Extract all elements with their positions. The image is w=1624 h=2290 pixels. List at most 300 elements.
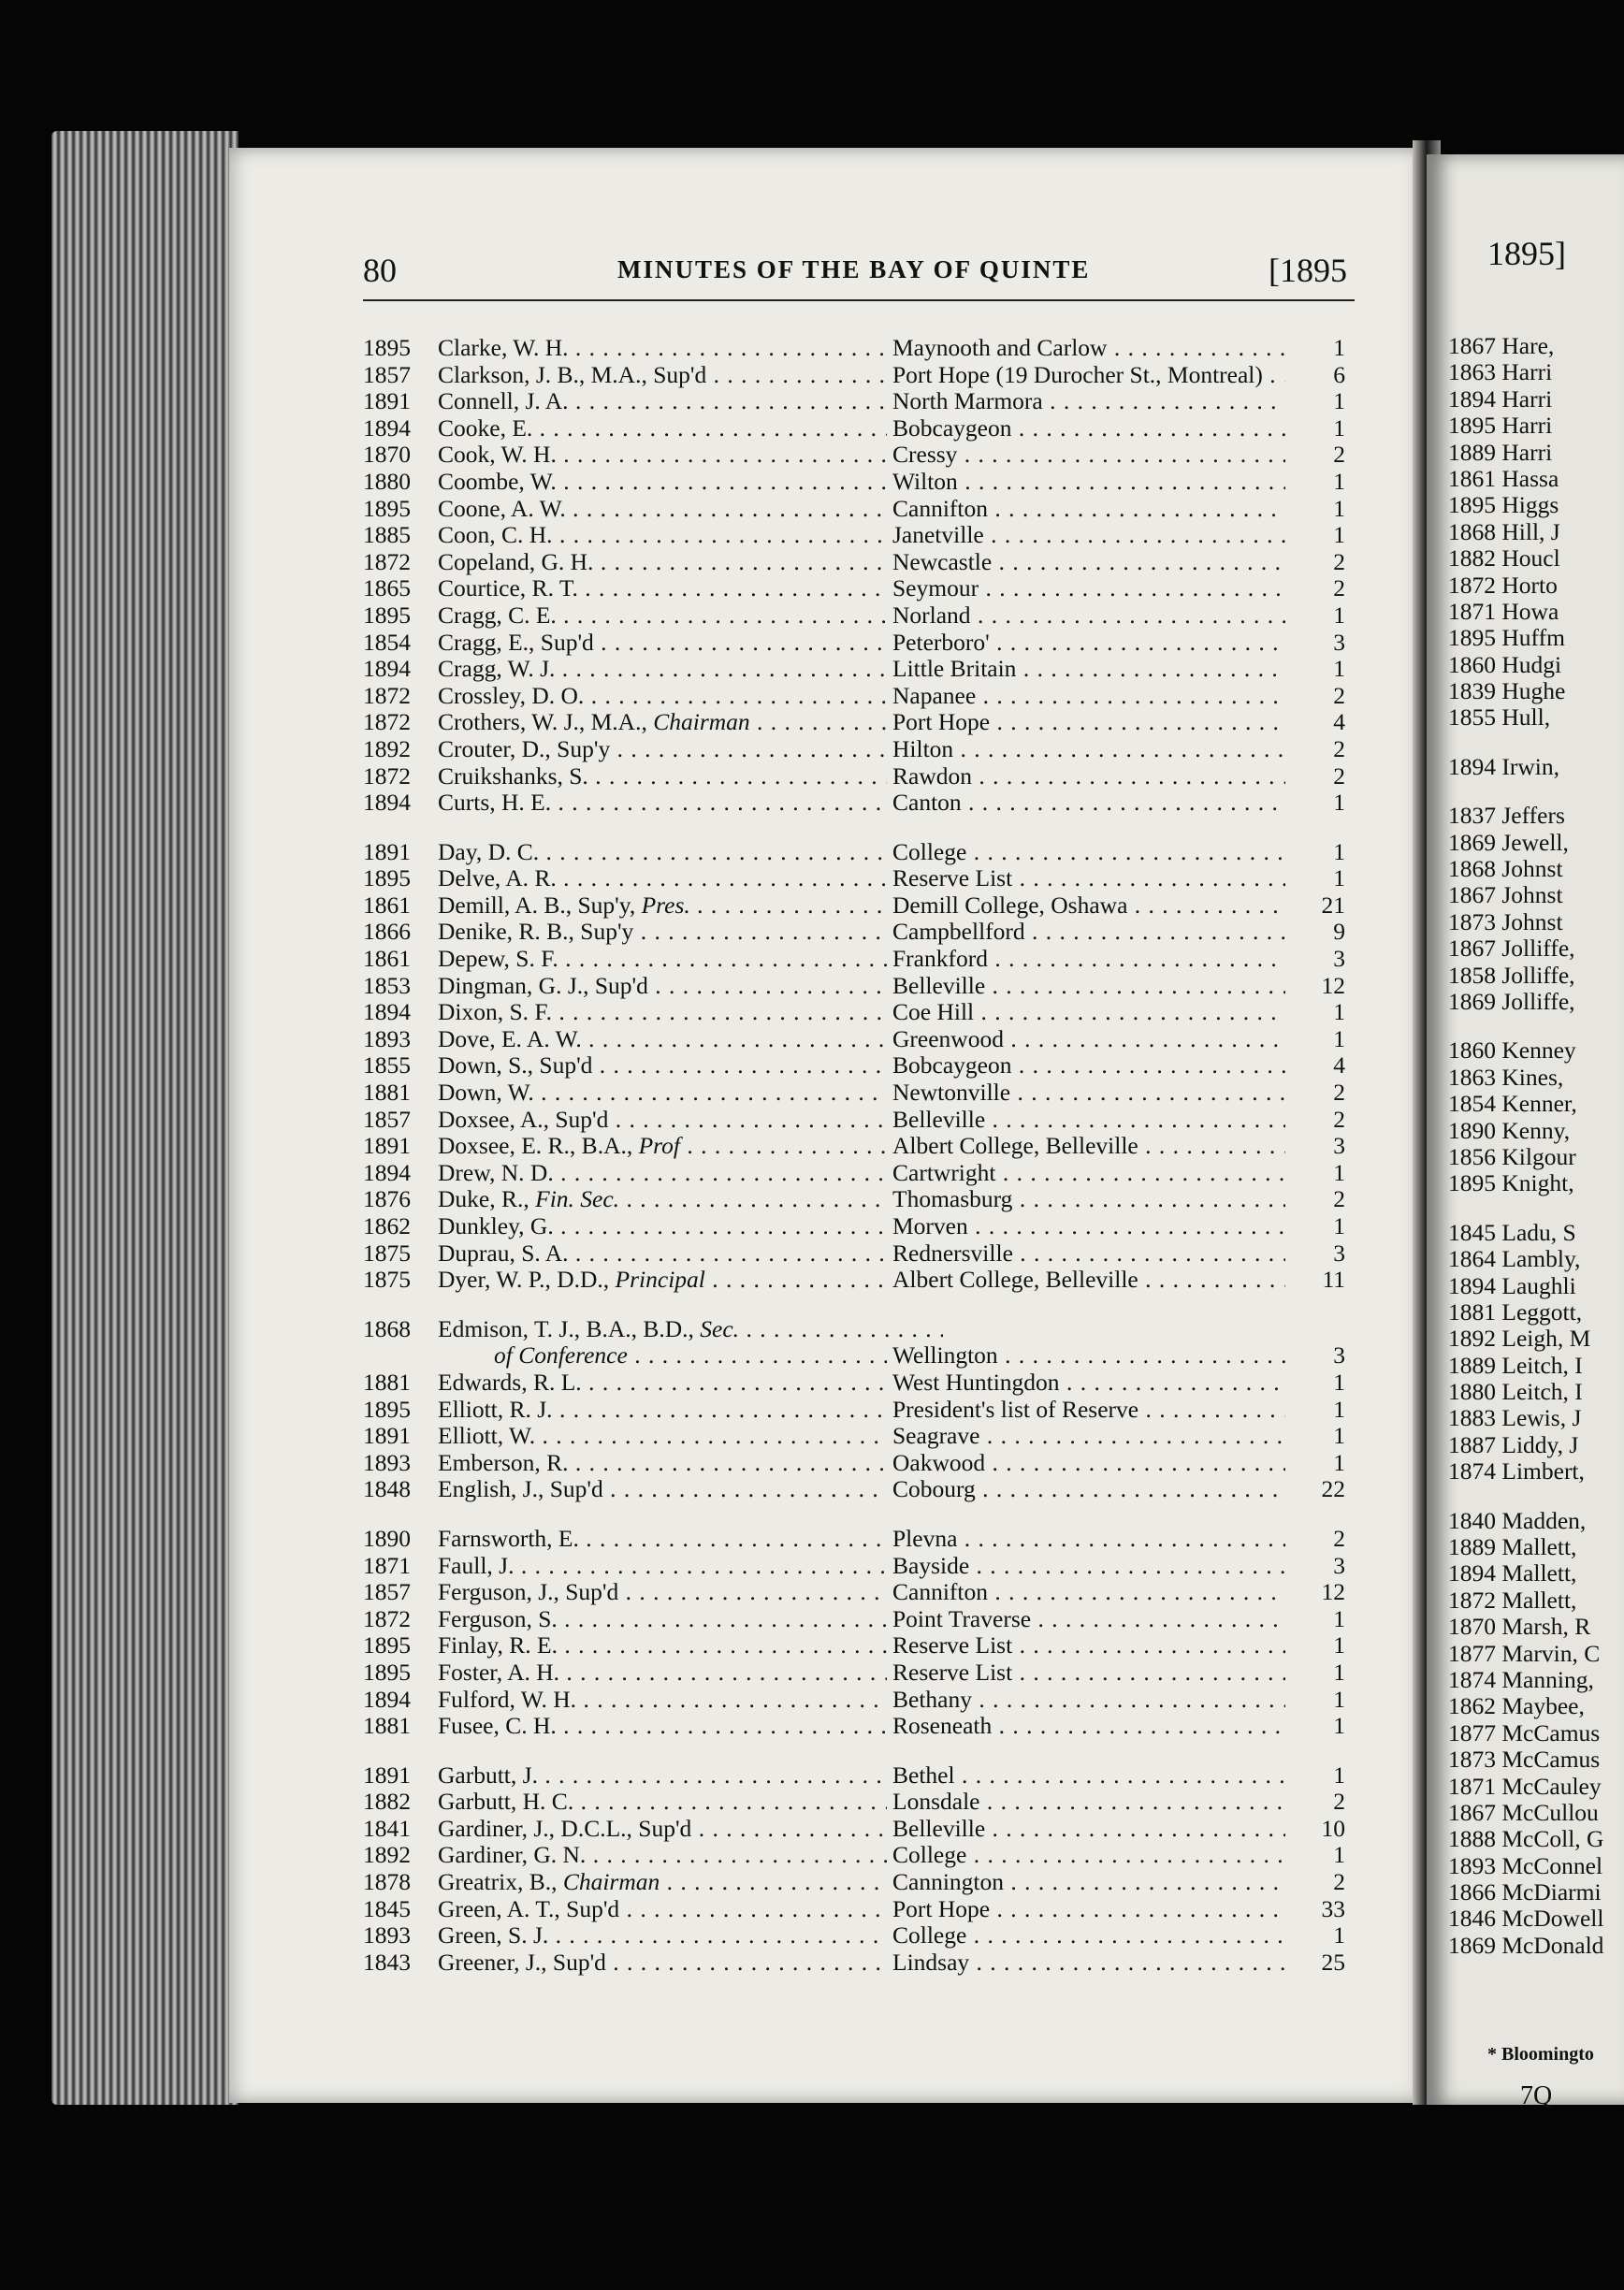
entry-station-text: Greenwood — [892, 1025, 1004, 1052]
entry-name-text: Doxsee, E. R., B.A., — [438, 1133, 633, 1160]
entry-years-count: 3 — [1289, 630, 1345, 657]
entry-year: 1892 — [363, 734, 411, 762]
entry-station — [887, 335, 1285, 362]
entry-year: 1841 — [363, 1814, 411, 1842]
entry-station — [887, 1869, 1285, 1896]
list-item — [363, 1476, 1364, 1503]
entry-station — [887, 1397, 1285, 1424]
entry-years-count: 4 — [1289, 1052, 1345, 1080]
entry-station — [887, 1267, 1285, 1294]
entry-station — [887, 469, 1285, 496]
header-rule — [363, 299, 1355, 301]
entry-years-count: 33 — [1289, 1896, 1345, 1923]
list-item — [363, 1423, 1364, 1450]
list-item — [363, 1632, 1364, 1660]
entry-year: 1857 — [363, 1578, 411, 1606]
right-list-item: 1883 Lewis, J — [1448, 1404, 1582, 1432]
right-page-year: 1895] — [1487, 235, 1566, 272]
list-item — [363, 656, 1364, 683]
right-list-item: 1895 Harri — [1448, 412, 1553, 440]
entry-year: 1895 — [363, 494, 411, 522]
entry-station — [887, 1133, 1285, 1160]
right-list-item: 1869 McDonald — [1448, 1931, 1604, 1959]
right-list-item: 1856 Kilgour — [1448, 1142, 1576, 1170]
entry-year: 1861 — [363, 891, 411, 919]
entry-station-text: Reserve List — [892, 1632, 1013, 1660]
entry-year: 1881 — [363, 1368, 411, 1396]
entry-name-text: Depew, S. F. — [438, 946, 558, 973]
right-list-item: 1894 Harri — [1448, 384, 1553, 413]
list-item — [363, 1370, 1364, 1397]
list-item — [363, 1450, 1364, 1477]
entry-station-text: Albert College, Belleville — [892, 1133, 1138, 1160]
entry-year: 1875 — [363, 1239, 411, 1267]
entry-station — [887, 709, 1285, 736]
entry-name-text: Clarke, W. H. — [438, 335, 569, 361]
right-list-item: 1867 McCullou — [1448, 1798, 1599, 1826]
entry-name-text: Greener, J., Sup'd — [438, 1949, 606, 1976]
entry-station-text: Seymour — [892, 575, 979, 602]
entry-years-count: 1 — [1289, 1450, 1345, 1477]
entry-year: 1885 — [363, 521, 411, 549]
right-footnote: * Bloomingto — [1487, 2044, 1594, 2065]
entry-station-text: Cobourg — [892, 1476, 976, 1503]
entry-years-count: 10 — [1289, 1816, 1345, 1843]
right-list-item: 1894 Mallett, — [1448, 1559, 1577, 1587]
entry-year: 1872 — [363, 708, 411, 736]
right-list-item: 1895 Higgs — [1448, 491, 1559, 519]
entry-year: 1891 — [363, 387, 411, 415]
list-item — [363, 1213, 1364, 1240]
entry-years-count: 1 — [1289, 1160, 1345, 1187]
right-list-item: 1894 Irwin, — [1448, 752, 1559, 780]
minister-list — [363, 335, 1364, 1976]
entry-name-text: Faull, J. — [438, 1552, 515, 1579]
entry-station — [887, 1160, 1285, 1187]
entry-station — [887, 1842, 1285, 1869]
right-list-item: 1889 Harri — [1448, 438, 1553, 466]
right-list-item: 1863 Kines, — [1448, 1063, 1564, 1091]
entry-year: 1880 — [363, 467, 411, 495]
list-item — [363, 865, 1364, 892]
entry-station-text: Wilton — [892, 468, 958, 495]
right-list-item: 1887 Liddy, J — [1448, 1430, 1579, 1458]
page-number: 80 — [363, 252, 397, 289]
entry-station-text: College — [892, 838, 967, 865]
right-list-item: 1882 Houcl — [1448, 544, 1560, 572]
list-item — [363, 1660, 1364, 1687]
entry-station — [887, 865, 1285, 892]
entry-station-text: Lonsdale — [892, 1789, 980, 1816]
entry-station — [887, 1080, 1285, 1107]
entry-name-text: Greatrix, B., — [438, 1869, 558, 1896]
entry-station-text: Hilton — [892, 735, 954, 762]
entry-years-count: 2 — [1289, 1789, 1345, 1816]
entry-station — [887, 1632, 1285, 1660]
list-item — [363, 1026, 1364, 1053]
right-list-item: 1861 Hassa — [1448, 464, 1559, 492]
entry-years-count: 1 — [1289, 999, 1345, 1026]
entry-year: 1895 — [363, 1395, 411, 1423]
right-list-item: 1862 Maybee, — [1448, 1692, 1585, 1720]
list-item — [363, 1949, 1364, 1977]
entry-year: 1895 — [363, 864, 411, 892]
entry-years-count: 1 — [1289, 1762, 1345, 1790]
entry-years-count: 12 — [1289, 1579, 1345, 1606]
list-item — [363, 1397, 1364, 1424]
right-list-item: 1889 Leitch, I — [1448, 1351, 1583, 1379]
right-list-item: 1892 Leigh, M — [1448, 1325, 1591, 1353]
entry-name-text: Demill, A. B., Sup'y, — [438, 891, 636, 919]
right-list-item: 1858 Jolliffe, — [1448, 961, 1575, 989]
entry-station-text: Cannington — [892, 1869, 1004, 1896]
right-list-item: 1866 McDiarmi — [1448, 1878, 1602, 1906]
entry-name-text: Elliott, R. J. — [438, 1396, 553, 1423]
entry-station — [887, 919, 1285, 946]
entry-name-text: Dunkley, G. — [438, 1213, 554, 1239]
entry-name-text: Green, S. J. — [438, 1922, 549, 1949]
entry-years-count: 3 — [1289, 946, 1345, 973]
entry-year: 1854 — [363, 628, 411, 656]
entry-station — [887, 999, 1285, 1026]
right-list-item: 1871 Howa — [1448, 597, 1559, 625]
entry-station — [887, 362, 1285, 389]
entry-year: 1862 — [363, 1212, 411, 1239]
entry-years-count: 21 — [1289, 892, 1345, 920]
group-spacer — [1448, 1486, 1603, 1508]
entry-year: 1881 — [363, 1079, 411, 1107]
entry-station-text: Bobcaygeon — [892, 414, 1012, 442]
list-item — [363, 1526, 1364, 1553]
entry-year: 1848 — [363, 1475, 411, 1503]
right-list-item: 1863 Harri — [1448, 358, 1553, 386]
entry-name-text: Dove, E. A. W. — [438, 1025, 582, 1052]
entry-station-text: Bethel — [892, 1761, 955, 1789]
list-item — [363, 1713, 1364, 1740]
list-item — [363, 1240, 1364, 1268]
list-item — [363, 362, 1364, 389]
entry-years-count: 1 — [1289, 1660, 1345, 1687]
entry-station — [887, 946, 1285, 973]
entry-station — [887, 683, 1285, 710]
list-item — [363, 683, 1364, 710]
entry-station-text: Demill College, Oshawa — [892, 891, 1128, 919]
entry-years-count: 1 — [1289, 335, 1345, 362]
entry-station-text: College — [892, 1842, 967, 1869]
entry-years-count: 2 — [1289, 1107, 1345, 1134]
entry-station — [887, 1423, 1285, 1450]
entry-title-italic: Prof — [638, 1133, 680, 1160]
group-spacer — [363, 817, 1364, 839]
right-list-item: 1868 Johnst — [1448, 855, 1563, 883]
entry-years-count: 6 — [1289, 362, 1345, 389]
entry-station — [887, 442, 1285, 469]
entry-name-text: Duprau, S. A. — [438, 1239, 569, 1267]
entry-station-text: Port Hope — [892, 709, 991, 736]
right-list-item: 1893 McConnel — [1448, 1851, 1603, 1879]
entry-station-text: Lindsay — [892, 1949, 970, 1976]
entry-year: 1895 — [363, 1658, 411, 1686]
entry-name-text: Garbutt, H. C. — [438, 1789, 574, 1816]
entry-year: 1892 — [363, 1841, 411, 1869]
entry-station-text: Peterboro' — [892, 629, 990, 656]
list-item — [363, 630, 1364, 657]
right-list-item: 1872 Horto — [1448, 571, 1558, 599]
list-item — [363, 469, 1364, 496]
group-spacer — [363, 1294, 1364, 1316]
entry-station-text: Campbellford — [892, 919, 1025, 946]
entry-station — [887, 1450, 1285, 1477]
entry-station — [887, 549, 1285, 576]
entry-years-count: 1 — [1289, 1632, 1345, 1660]
entry-name-text: Foster, A. H. — [438, 1659, 560, 1686]
entry-years-count: 1 — [1289, 415, 1345, 442]
entry-station-text: Rednersville — [892, 1239, 1013, 1267]
entry-station-text: Roseneath — [892, 1713, 993, 1740]
list-item — [363, 1842, 1364, 1869]
entry-years-count: 1 — [1289, 1922, 1345, 1949]
entry-years-count: 4 — [1289, 709, 1345, 736]
right-page-number: 7Q — [1520, 2081, 1553, 2110]
right-list-item: 1894 Laughli — [1448, 1271, 1576, 1299]
entry-station-text: Janetville — [892, 522, 984, 549]
entry-station — [887, 1922, 1285, 1949]
entry-name-text: Elliott, W. — [438, 1423, 536, 1450]
list-item — [363, 415, 1364, 442]
entry-years-count: 2 — [1289, 683, 1345, 710]
entry-years-count: 2 — [1289, 1186, 1345, 1213]
right-list-item: 1873 Johnst — [1448, 907, 1563, 935]
list-item — [363, 1762, 1364, 1790]
entry-name-text: Day, D. C. — [438, 838, 540, 865]
right-list-item: 1837 Jeffers — [1448, 802, 1565, 830]
list-item — [363, 999, 1364, 1026]
entry-name-text: Connell, J. A. — [438, 388, 569, 415]
entry-year: 1857 — [363, 1105, 411, 1133]
entry-name-text: Fulford, W. H. — [438, 1686, 577, 1713]
right-list-item: 1873 McCamus — [1448, 1746, 1601, 1774]
entry-name-text: Ferguson, S. — [438, 1605, 558, 1632]
entry-station — [887, 1052, 1285, 1080]
entry-year: 1894 — [363, 789, 411, 817]
list-item — [363, 335, 1364, 362]
list-item — [363, 946, 1364, 973]
entry-name-text: Emberson, R. — [438, 1449, 569, 1476]
list-item — [363, 919, 1364, 946]
entry-station-text: Cressy — [892, 442, 958, 469]
right-list-item: 1880 Leitch, I — [1448, 1378, 1583, 1406]
entry-station — [887, 1240, 1285, 1268]
entry-year: 1894 — [363, 1685, 411, 1713]
entry-name-text: Edmison, T. J., B.A., B.D., — [438, 1315, 694, 1342]
entry-station-text: Oakwood — [892, 1449, 986, 1476]
entry-name-text: Cooke, E. — [438, 414, 533, 442]
entry-year: 1891 — [363, 1761, 411, 1789]
right-list-item: 1839 Hughe — [1448, 677, 1566, 705]
entry-name-text: Coombe, W. — [438, 468, 557, 495]
entry-station-text: Belleville — [892, 972, 986, 999]
entry-station-text: Frankford — [892, 946, 988, 973]
entry-years-count: 2 — [1289, 1080, 1345, 1107]
entry-station — [887, 1107, 1285, 1134]
entry-station-text: Newcastle — [892, 548, 993, 575]
entry-name-text: Courtice, R. T. — [438, 575, 578, 602]
right-list-item: 1867 Johnst — [1448, 881, 1563, 909]
entry-years-count: 22 — [1289, 1476, 1345, 1503]
entry-name-text: Doxsee, A., Sup'd — [438, 1106, 609, 1133]
entry-year: 1872 — [363, 681, 411, 709]
right-list-item: 1895 Knight, — [1448, 1169, 1574, 1197]
entry-year: 1868 — [363, 1314, 411, 1342]
entry-station — [887, 1342, 1285, 1370]
entry-station — [887, 1896, 1285, 1923]
entry-station — [887, 1526, 1285, 1553]
entry-name-text: Cragg, E., Sup'd — [438, 629, 594, 656]
right-list-item: 1890 Kenny, — [1448, 1116, 1571, 1144]
right-list-item: 1877 Marvin, C — [1448, 1639, 1601, 1667]
entry-years-count: 2 — [1289, 549, 1345, 576]
entry-year: 1876 — [363, 1185, 411, 1213]
right-list-item: 1870 Marsh, R — [1448, 1613, 1591, 1641]
entry-years-count: 2 — [1289, 575, 1345, 602]
entry-years-count: 1 — [1289, 496, 1345, 523]
entry-years-count: 1 — [1289, 1026, 1345, 1053]
entry-years-count: 1 — [1289, 656, 1345, 683]
entry-years-count: 1 — [1289, 865, 1345, 892]
entry-station-text: West Huntingdon — [892, 1369, 1060, 1396]
entry-name-text: English, J., Sup'd — [438, 1476, 603, 1503]
entry-year: 1893 — [363, 1448, 411, 1476]
entry-station — [887, 1816, 1285, 1843]
entry-station — [887, 1713, 1285, 1740]
entry-name-text: Edwards, R. L. — [438, 1369, 582, 1396]
entry-title-italic: Chairman — [653, 709, 750, 736]
entry-years-count: 1 — [1289, 1606, 1345, 1633]
entry-years-count: 1 — [1289, 1423, 1345, 1450]
list-item — [363, 790, 1364, 817]
group-spacer — [1448, 780, 1603, 803]
entry-name-text: Crothers, W. J., M.A., — [438, 709, 647, 736]
entry-year: 1891 — [363, 1132, 411, 1160]
entry-station — [887, 790, 1285, 817]
list-item — [363, 442, 1364, 469]
entry-years-count: 3 — [1289, 1553, 1345, 1580]
entry-years-count: 3 — [1289, 1342, 1345, 1370]
entry-year: 1853 — [363, 971, 411, 999]
entry-station-text: Reserve List — [892, 1659, 1013, 1686]
entry-station-text: Belleville — [892, 1106, 986, 1133]
entry-station-text: Cannifton — [892, 495, 988, 522]
entry-year: 1855 — [363, 1051, 411, 1080]
entry-station — [887, 1660, 1285, 1687]
entry-years-count: 1 — [1289, 1213, 1345, 1240]
entry-station — [887, 1553, 1285, 1580]
entry-station-text: Rawdon — [892, 762, 972, 790]
list-item — [363, 1342, 1364, 1370]
entry-year: 1881 — [363, 1712, 411, 1740]
list-item — [363, 839, 1364, 866]
entry-years-count: 1 — [1289, 1842, 1345, 1869]
entry-year: 1872 — [363, 1604, 411, 1632]
list-item — [363, 1133, 1364, 1160]
list-item — [363, 1789, 1364, 1816]
entry-name-text: Duke, R., — [438, 1186, 529, 1213]
right-list-item: 1872 Mallett, — [1448, 1586, 1577, 1614]
entry-year: 1890 — [363, 1524, 411, 1552]
entry-title-italic: Sec. — [700, 1315, 740, 1342]
entry-station-text: Thomasburg — [892, 1186, 1013, 1213]
entry-station-text: Coe Hill — [892, 999, 975, 1026]
group-spacer — [1448, 1197, 1603, 1220]
right-list-item: 1871 McCauley — [1448, 1772, 1602, 1800]
entry-years-count: 2 — [1289, 1869, 1345, 1896]
right-list-item: 1874 Manning, — [1448, 1665, 1594, 1693]
entry-years-count: 3 — [1289, 1240, 1345, 1268]
right-list-item: 1860 Hudgi — [1448, 650, 1562, 678]
list-item — [363, 388, 1364, 415]
entry-name-text: Coon, C. H. — [438, 522, 553, 549]
entry-name-text: Dixon, S. F. — [438, 999, 552, 1026]
entry-year: 1895 — [363, 601, 411, 629]
list-item — [363, 709, 1364, 736]
entry-name-text: Cook, W. H. — [438, 442, 557, 469]
entry-station-text: Canton — [892, 790, 962, 817]
entry-name-text: Crouter, D., Sup'y — [438, 735, 611, 762]
entry-name-text: Dingman, G. J., Sup'd — [438, 972, 648, 999]
entry-years-count: 1 — [1289, 1370, 1345, 1397]
entry-station-text: Morven — [892, 1213, 968, 1239]
right-list-item: 1867 Hare, — [1448, 332, 1555, 359]
entry-name-text: Clarkson, J. B., M.A., Sup'd — [438, 361, 707, 388]
right-list-item: 1846 McDowell — [1448, 1905, 1604, 1933]
list-item — [363, 575, 1364, 602]
entry-station — [887, 1789, 1285, 1816]
right-list-item: 1889 Mallett, — [1448, 1533, 1577, 1561]
entry-station-text: Point Traverse — [892, 1605, 1032, 1632]
entry-name-text: Drew, N. D. — [438, 1159, 554, 1186]
entry-title-italic: Fin. Sec. — [535, 1186, 620, 1213]
entry-years-count: 2 — [1289, 763, 1345, 790]
right-list-item: 1895 Huffm — [1448, 624, 1565, 652]
entry-years-count: 1 — [1289, 522, 1345, 549]
entry-year: 1857 — [363, 360, 411, 388]
entry-station-text: Cartwright — [892, 1159, 996, 1186]
entry-year: 1878 — [363, 1868, 411, 1896]
entry-station — [887, 496, 1285, 523]
right-list-item: 1868 Hill, J — [1448, 517, 1560, 545]
entry-year: 1875 — [363, 1266, 411, 1294]
entry-year: 1894 — [363, 1158, 411, 1186]
entry-name-text: Cragg, W. J. — [438, 656, 556, 683]
entry-name-text: Down, W. — [438, 1080, 534, 1107]
entry-station-text: Bobcaygeon — [892, 1052, 1012, 1080]
entry-station-text: Reserve List — [892, 865, 1013, 892]
entry-year: 1893 — [363, 1024, 411, 1052]
entry-year: 1882 — [363, 1788, 411, 1816]
list-item — [363, 1160, 1364, 1187]
entry-years-count: 1 — [1289, 839, 1345, 866]
entry-station-text: Norland — [892, 601, 971, 629]
entry-years-count: 2 — [1289, 442, 1345, 469]
entry-station-text: North Marmora — [892, 388, 1043, 415]
entry-name-text: Crossley, D. O. — [438, 682, 585, 709]
list-item — [363, 496, 1364, 523]
list-item — [363, 1606, 1364, 1633]
entry-station — [887, 1026, 1285, 1053]
entry-years-count: 9 — [1289, 919, 1345, 946]
entry-station — [887, 522, 1285, 549]
list-item — [363, 1553, 1364, 1580]
